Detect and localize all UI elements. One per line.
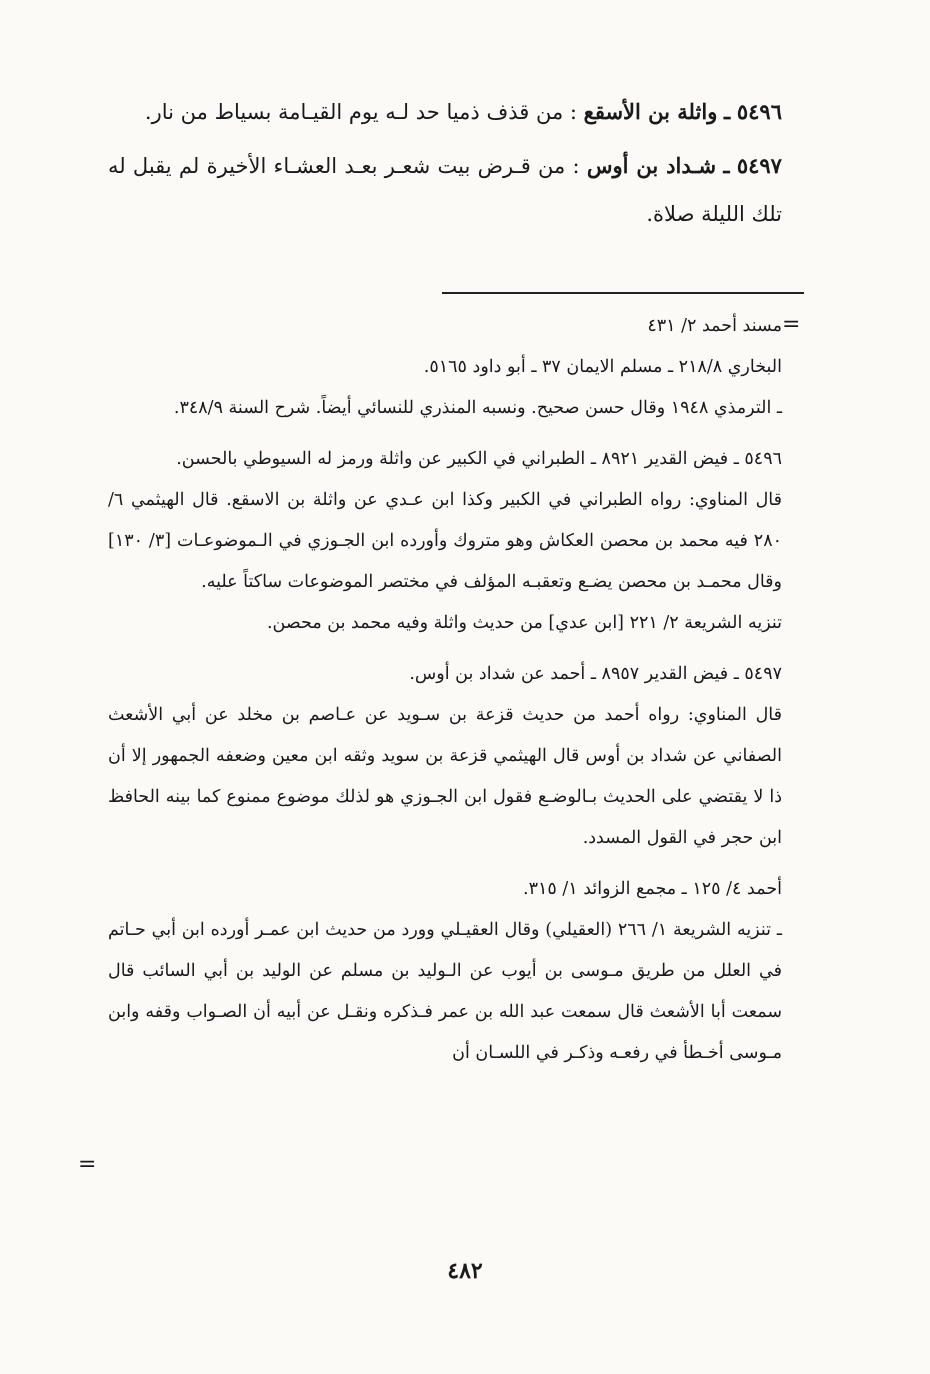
entry-text: : من قـرض بيت شعـر بعـد العشـاء الأخيرة لم يقبل له تلك الليلة صلاة. (108, 154, 782, 226)
entry-number: ٥٤٩٦ (736, 99, 782, 124)
continuation-mark-top: = (782, 312, 801, 337)
footnote-line: ٥٤٩٦ ـ فيض القدير ٨٩٢١ ـ الطبراني في الكبير عن واثلة ورمز له السيوطي بالحسن. (176, 449, 782, 469)
footnote-line: قال المناوي: رواه أحمد من حديث قزعة بن سـويد عن عـاصم بن مخلد عن أبي الأشعث الصفاني عن شداد بن أوس قال الهيثمي قزعة بن سويد وثقه ابن معين وضعفه الجمهور إلا أن ذا لا يقتضي على الحديث بـالوضـع فقول ابن الجـوزي هو لذلك موضوع ممنوع كما بينه الحافظ ابن حجر في القول المسدد. (108, 705, 782, 848)
main-text (108, 88, 782, 244)
footnote-line: تنزيه الشريعة ٢/ ٢٢١ [ابن عدي] من حديث واثلة وفيه محمد بن محصن. (266, 613, 782, 633)
footnote-line: أحمد ٤/ ١٢٥ ـ مجمع الزوائد ١/ ٣١٥. (523, 879, 782, 899)
footnotes (108, 306, 782, 1074)
footnote-divider (442, 292, 804, 294)
entry-5496 (108, 88, 782, 136)
footnote-line: البخاري ٢١٨/٨ ـ مسلم الايمان ٣٧ ـ أبو داود ٥١٦٥. (423, 357, 782, 377)
entry-narrator: شـداد بن أوس (586, 153, 717, 178)
entry-dash: ـ (724, 99, 731, 124)
footnote-line: قال المناوي: رواه الطبراني في الكبير وكذا ابن عـدي عن واثلة بن الاسقع. قال الهيثمي ٦/ ٢٨٠ فيه محمد بن محصن العكاش وهو متروك وأورده ابن الجـوزي في الـموضوعـات [٣/ ١٣٠] وقال محمـد بن محصن يضـع وتعقبـه المؤلف في مختصر الموضوعات ساكتاً عليه. (108, 490, 782, 592)
footnote-line: مسند أحمد ٢/ ٤٣١ (647, 316, 782, 336)
continuation-mark-bottom: = (78, 1152, 97, 1177)
entry-number: ٥٤٩٧ (736, 153, 782, 178)
footnote-line: ـ تنزيه الشريعة ١/ ٢٦٦ (العقيلي) وقال العقيـلي وورد من حديث ابن عمـر أورده ابن أبي حـاتم في العلل من طريق مـوسى بن أيوب عن الـوليد بن مسلم عن الوليد بن أبي السائب قال سمعت أبا الأشعث قال سمعت عبد الله بن عمر فـذكره ونقـل عن أبيه أن الصـواب وقفه وابن مـوسى أخـطأ في رفعـه وذكـر في اللسـان أن (108, 920, 782, 1063)
entry-narrator: واثلة بن الأسقع (583, 99, 718, 124)
entry-text: : من قذف ذميا حد لـه يوم القيـامة بسياط من نار. (144, 100, 577, 124)
footnote-line: ـ الترمذي ١٩٤٨ وقال حسن صحيح. ونسبه المنذري للنسائي أيضاً. شرح السنة ٣٤٨/٩. (173, 398, 782, 418)
page-number: ٤٨٢ (447, 1258, 483, 1284)
footnote-line: ٥٤٩٧ ـ فيض القدير ٨٩٥٧ ـ أحمد عن شداد بن أوس. (409, 664, 782, 684)
entry-5497 (108, 142, 782, 238)
entry-dash: ـ (723, 153, 730, 178)
